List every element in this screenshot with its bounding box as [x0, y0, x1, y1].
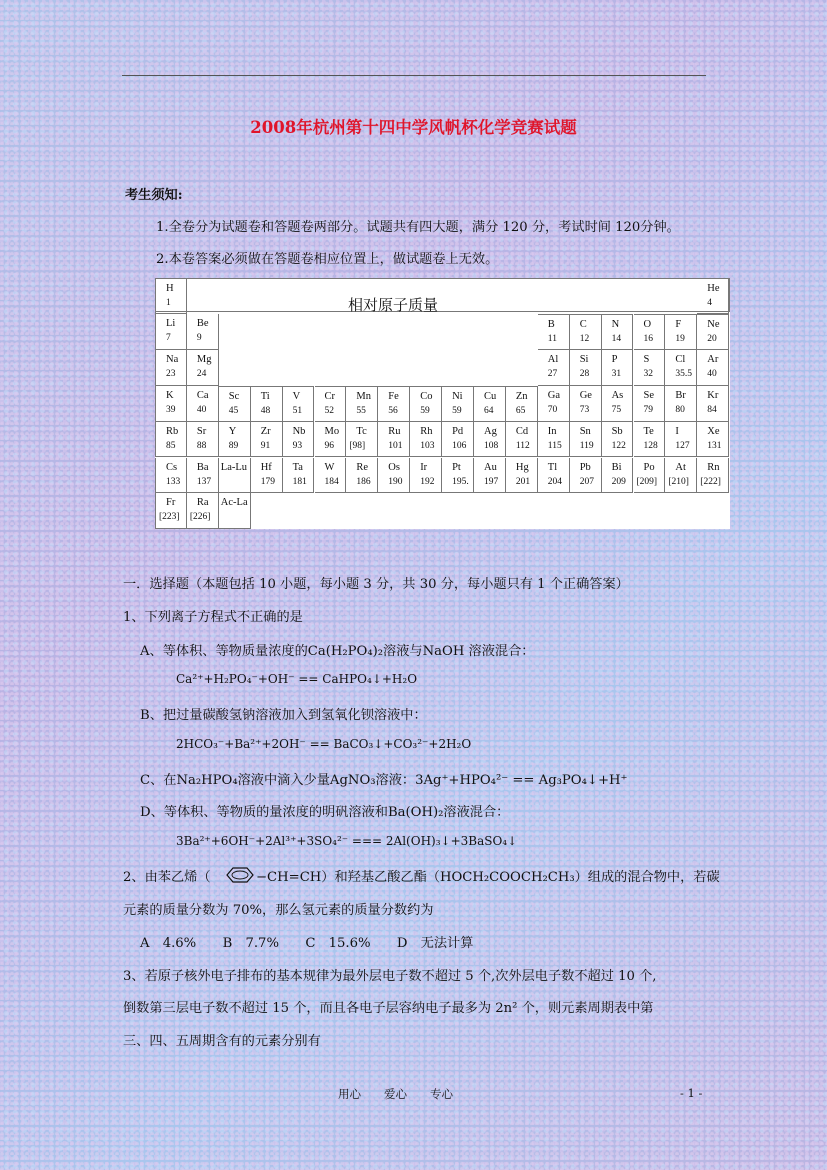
element-mass: 19 — [675, 333, 685, 344]
element-cell — [442, 422, 474, 458]
section-1-heading: 一．选择题（本题包括 10 小题，每小题 3 分，共 30 分，每小题只有 1 个正确答案） — [123, 577, 629, 592]
element-cell — [155, 314, 187, 350]
element-mass: 45 — [228, 405, 239, 416]
element-mass: [98] — [349, 440, 366, 451]
element-cell — [697, 314, 729, 350]
element-cell — [315, 386, 347, 422]
element-symbol: Cu — [484, 390, 497, 402]
element-symbol: Cd — [515, 425, 529, 437]
element-cell — [410, 386, 442, 422]
element-symbol: Rn — [707, 461, 720, 473]
element-cell — [283, 458, 315, 494]
element-symbol: Au — [484, 461, 497, 473]
element-mass: 4 — [707, 298, 713, 308]
page-number: - 1 - — [680, 1086, 703, 1100]
element-mass: 55 — [356, 405, 366, 416]
element-mass: [226] — [189, 512, 211, 523]
element-symbol: P — [611, 353, 618, 365]
element-symbol: In — [547, 425, 557, 437]
element-cell — [570, 314, 602, 350]
q2-options: A 4.6% B 7.7% C 15.6% D 无法计算 — [140, 936, 474, 951]
header-rule — [122, 75, 706, 76]
element-cell — [410, 458, 442, 494]
element-cell — [506, 422, 538, 458]
element-cell — [315, 458, 347, 494]
element-symbol: Ru — [388, 425, 401, 437]
element-symbol: Pd — [452, 425, 464, 437]
element-symbol: Sr — [196, 425, 207, 437]
element-mass: 101 — [388, 440, 403, 451]
q3-line-3: 三、四、五周期含有的元素分别有 — [123, 1034, 321, 1049]
element-symbol: Y — [228, 425, 237, 437]
element-cell — [665, 386, 697, 422]
element-mass: 186 — [356, 476, 371, 487]
element-mass: 93 — [292, 440, 303, 451]
element-symbol: Br — [675, 389, 686, 401]
element-symbol: Cl — [675, 353, 686, 365]
element-symbol: Kr — [707, 389, 719, 401]
element-symbol: N — [611, 318, 620, 330]
element-cell — [219, 422, 251, 458]
element-symbol: Sn — [579, 425, 591, 437]
element-mass: 190 — [388, 476, 403, 487]
element-symbol: Si — [579, 353, 589, 365]
q1-option-c: C、在Na₂HPO₄溶液中滴入少量AgNO₃溶液：3Ag⁺+HPO₄²⁻ == Ag₃PO₄↓+H⁺ — [140, 773, 628, 788]
element-cell — [187, 386, 219, 422]
element-symbol: Pb — [579, 461, 591, 473]
element-mass: 56 — [388, 405, 398, 416]
element-symbol: Pt — [452, 461, 461, 473]
element-symbol: H — [166, 283, 174, 294]
q1-option-b-equation: 2HCO₃⁻+Ba²⁺+2OH⁻ == BaCO₃↓+CO₃²⁻+2H₂O — [176, 737, 472, 751]
element-symbol: Ti — [260, 390, 270, 402]
table-top-outline — [155, 278, 730, 312]
element-cell — [410, 422, 442, 458]
element-cell — [634, 422, 666, 458]
element-symbol: Hg — [515, 461, 529, 473]
element-cell — [538, 350, 570, 386]
element-cell — [634, 314, 666, 350]
element-symbol: Rh — [420, 425, 433, 437]
element-mass: 16 — [643, 333, 653, 344]
q1-option-d: D、等体积、等物质的量浓度的明矾溶液和Ba(OH)₂溶液混合： — [140, 805, 510, 820]
element-mass: 7 — [166, 332, 171, 343]
element-symbol: Po — [643, 461, 655, 473]
element-cell — [187, 422, 219, 458]
element-mass: 201 — [515, 476, 531, 487]
element-cell — [442, 386, 474, 422]
element-cell — [665, 314, 697, 350]
element-cell — [251, 458, 283, 494]
element-mass: 9 — [196, 332, 202, 343]
element-cell — [346, 386, 378, 422]
element-mass: 181 — [292, 476, 307, 487]
element-mass: 27 — [547, 368, 558, 379]
element-cell — [538, 422, 570, 458]
element-mass: 40 — [196, 404, 207, 415]
element-cell — [602, 458, 634, 494]
element-cell — [219, 458, 251, 494]
element-mass: 209 — [611, 476, 626, 487]
element-symbol: Cs — [166, 461, 178, 473]
element-cell — [187, 350, 219, 386]
element-mass: 106 — [452, 440, 467, 451]
element-symbol: F — [675, 318, 682, 330]
element-cell — [634, 458, 666, 494]
element-cell — [538, 314, 570, 350]
element-mass: 75 — [611, 404, 622, 415]
element-cell — [346, 422, 378, 458]
element-mass: 84 — [707, 404, 717, 415]
element-mass: 195. — [452, 476, 469, 487]
element-mass: 128 — [643, 440, 658, 451]
element-mass: 103 — [420, 440, 435, 451]
element-cell — [155, 493, 187, 529]
q1-option-b: B、把过量碳酸氢钠溶液加入到氢氧化钡溶液中： — [140, 708, 427, 723]
element-mass: 89 — [228, 440, 239, 451]
element-mass: 207 — [579, 476, 594, 487]
element-cell — [697, 386, 729, 422]
element-symbol: Ta — [292, 461, 303, 473]
element-symbol: Hf — [260, 461, 272, 473]
benzene-ring-icon — [224, 866, 256, 884]
element-mass: [209] — [636, 476, 658, 487]
element-symbol: Se — [643, 389, 654, 401]
element-symbol: Na — [166, 353, 179, 365]
element-symbol: Ge — [579, 389, 592, 401]
element-mass: 122 — [611, 440, 626, 451]
element-mass: [223] — [159, 512, 180, 523]
element-symbol: Xe — [707, 425, 720, 437]
element-cell — [474, 458, 506, 494]
element-cell — [570, 458, 602, 494]
element-cell — [602, 386, 634, 422]
element-symbol: Ca — [196, 389, 209, 401]
element-cell — [665, 422, 697, 458]
element-mass: 65 — [515, 405, 526, 416]
element-symbol: Ra — [196, 497, 209, 509]
element-cell — [665, 458, 697, 494]
element-mass: 28 — [579, 368, 590, 379]
element-cell — [378, 422, 410, 458]
element-cell — [602, 314, 634, 350]
element-mass: 12 — [579, 333, 590, 344]
element-symbol: La-Lu — [220, 461, 248, 473]
element-cell — [283, 422, 315, 458]
element-cell — [251, 386, 283, 422]
element-mass: 23 — [166, 368, 176, 379]
element-mass: 179 — [260, 476, 275, 487]
q1-option-d-equation: 3Ba²⁺+6OH⁻+2Al³⁺+3SO₄²⁻ === 2Al(OH)₃↓+3BaSO₄↓ — [176, 834, 518, 848]
element-cell — [538, 458, 570, 494]
element-cell — [506, 458, 538, 494]
element-mass: 24 — [196, 368, 207, 379]
element-cell — [155, 458, 187, 494]
element-mass: 20 — [707, 333, 717, 344]
element-symbol: O — [643, 318, 652, 330]
element-mass: 108 — [484, 440, 499, 451]
element-mass: 59 — [420, 405, 430, 416]
element-cell — [378, 386, 410, 422]
element-symbol: Nb — [292, 425, 306, 437]
element-symbol: He — [707, 283, 720, 294]
element-mass: 204 — [547, 476, 563, 487]
element-symbol: Os — [388, 461, 400, 473]
element-symbol: Zr — [260, 425, 271, 437]
element-symbol: Ir — [420, 461, 428, 473]
element-symbol: Sc — [228, 390, 240, 402]
element-mass: 32 — [643, 368, 653, 379]
element-mass: 137 — [196, 476, 212, 487]
element-mass: 127 — [675, 440, 690, 451]
element-cell — [538, 386, 570, 422]
element-cell — [283, 386, 315, 422]
element-mass: 59 — [452, 405, 462, 416]
element-symbol: Zn — [515, 390, 528, 402]
element-cell — [697, 278, 729, 314]
element-mass: 133 — [166, 476, 181, 487]
element-mass: 51 — [292, 405, 303, 416]
element-symbol: Co — [420, 390, 433, 402]
element-cell — [602, 350, 634, 386]
element-mass: 85 — [166, 440, 176, 451]
element-mass: [210] — [668, 476, 689, 487]
element-mass: 96 — [324, 440, 334, 451]
element-mass: 197 — [484, 476, 499, 487]
page-title: 2008年杭州第十四中学风帆杯化学竞赛试题 — [250, 118, 577, 137]
element-symbol: Rb — [166, 425, 179, 437]
element-symbol: Tc — [356, 425, 367, 437]
element-symbol: B — [547, 318, 555, 330]
element-cell — [442, 458, 474, 494]
element-mass: 184 — [324, 476, 339, 487]
element-mass: 88 — [196, 440, 207, 451]
element-symbol: At — [675, 461, 686, 473]
element-symbol: Ag — [484, 425, 497, 437]
element-symbol: V — [292, 390, 301, 402]
element-cell — [634, 350, 666, 386]
element-mass: 40 — [707, 368, 717, 379]
element-cell — [634, 386, 666, 422]
element-mass: 14 — [611, 333, 622, 344]
element-symbol: Li — [166, 317, 176, 329]
element-cell — [697, 422, 729, 458]
element-symbol: C — [579, 318, 587, 330]
element-symbol: Ar — [707, 353, 719, 365]
element-symbol: Mg — [196, 353, 212, 365]
notice-item-2: 2.本卷答案必须做在答题卷相应位置上，做试题卷上无效。 — [156, 252, 499, 267]
element-symbol: I — [675, 425, 679, 437]
element-symbol: Bi — [611, 461, 622, 473]
q2-line-1-start: 2、由苯乙烯（ — [123, 870, 211, 885]
element-mass: 91 — [260, 440, 271, 451]
element-cell — [570, 386, 602, 422]
element-mass: 39 — [166, 404, 176, 415]
element-symbol: Ba — [196, 461, 209, 473]
element-mass: 192 — [420, 476, 435, 487]
q1-option-a: A、等体积、等物质量浓度的Ca(H₂PO₄)₂溶液与NaOH 溶液混合： — [140, 644, 535, 659]
q3-line-1: 3、若原子核外电子排布的基本规律为最外层电子数不超过 5 个,次外层电子数不超过 10 个, — [123, 969, 657, 984]
element-cell — [155, 278, 187, 314]
element-mass: 35.5 — [675, 368, 693, 379]
notice-item-1: 1.全卷分为试题卷和答题卷两部分。试题共有四大题，满分 120 分，考试时间 120分钟。 — [156, 220, 680, 235]
element-cell — [474, 386, 506, 422]
element-mass: 70 — [547, 404, 558, 415]
element-symbol: Tl — [547, 461, 558, 473]
element-cell — [474, 422, 506, 458]
element-mass: 64 — [484, 405, 494, 416]
q2-line-2: 元素的质量分数为 70%，那么氢元素的质量分数约为 — [123, 903, 434, 918]
element-cell — [155, 386, 187, 422]
q2-line-1-end: −CH=CH）和羟基乙酸乙酯（HOCH₂COOCH₂CH₃）组成的混合物中，若碳 — [256, 870, 720, 885]
element-cell — [697, 458, 729, 494]
element-mass: 112 — [515, 440, 530, 451]
element-mass: 31 — [611, 368, 622, 379]
element-symbol: Al — [547, 353, 559, 365]
element-cell — [219, 493, 251, 529]
element-cell — [155, 350, 187, 386]
element-cell — [665, 350, 697, 386]
element-cell — [315, 422, 347, 458]
element-mass: 11 — [547, 333, 557, 344]
element-symbol: Fr — [166, 497, 176, 509]
element-mass: 52 — [324, 405, 334, 416]
element-symbol: Cr — [324, 390, 335, 402]
element-cell — [602, 422, 634, 458]
notice-heading: 考生须知: — [125, 188, 183, 203]
element-cell — [251, 422, 283, 458]
element-mass: [222] — [700, 476, 721, 487]
element-cell — [570, 350, 602, 386]
element-cell — [378, 458, 410, 494]
element-mass: 131 — [707, 440, 722, 451]
element-symbol: Ac-La — [220, 497, 248, 509]
element-symbol: Mn — [356, 390, 371, 402]
element-cell — [697, 350, 729, 386]
element-symbol: Te — [643, 425, 654, 437]
element-mass: 80 — [675, 404, 685, 415]
element-symbol: As — [611, 389, 624, 401]
element-cell — [187, 314, 219, 350]
element-cell — [570, 422, 602, 458]
element-symbol: W — [324, 461, 335, 473]
element-symbol: S — [643, 353, 650, 365]
element-mass: 48 — [260, 405, 271, 416]
element-mass: 115 — [547, 440, 562, 451]
element-symbol: K — [166, 389, 174, 401]
element-cell — [155, 422, 187, 458]
element-symbol: Fe — [388, 390, 399, 402]
element-symbol: Ni — [452, 390, 463, 402]
element-cell — [506, 386, 538, 422]
element-symbol: Sb — [611, 425, 623, 437]
element-symbol: Mo — [324, 425, 340, 437]
element-symbol: Re — [356, 461, 369, 473]
element-cell — [187, 493, 219, 529]
element-symbol: Be — [196, 317, 209, 329]
q1-option-a-equation: Ca²⁺+H₂PO₄⁻+OH⁻ == CaHPO₄↓+H₂O — [176, 672, 418, 686]
periodic-table-title: 相对原子质量 — [348, 296, 439, 314]
element-cell — [187, 458, 219, 494]
q1-stem: 1、下列离子方程式不正确的是 — [123, 610, 303, 625]
element-mass: 79 — [643, 404, 653, 415]
element-symbol: Ga — [547, 389, 561, 401]
element-cell — [346, 458, 378, 494]
footer-motto: 用心 爱心 专心 — [338, 1087, 453, 1101]
element-mass: 1 — [166, 298, 171, 308]
element-mass: 73 — [579, 404, 590, 415]
element-cell — [219, 386, 251, 422]
element-mass: 119 — [579, 440, 594, 451]
q3-line-2: 倒数第三层电子数不超过 15 个，而且各电子层容纳电子最多为 2n² 个，则元素周期表中第 — [123, 1001, 654, 1016]
element-symbol: Ne — [707, 318, 720, 330]
